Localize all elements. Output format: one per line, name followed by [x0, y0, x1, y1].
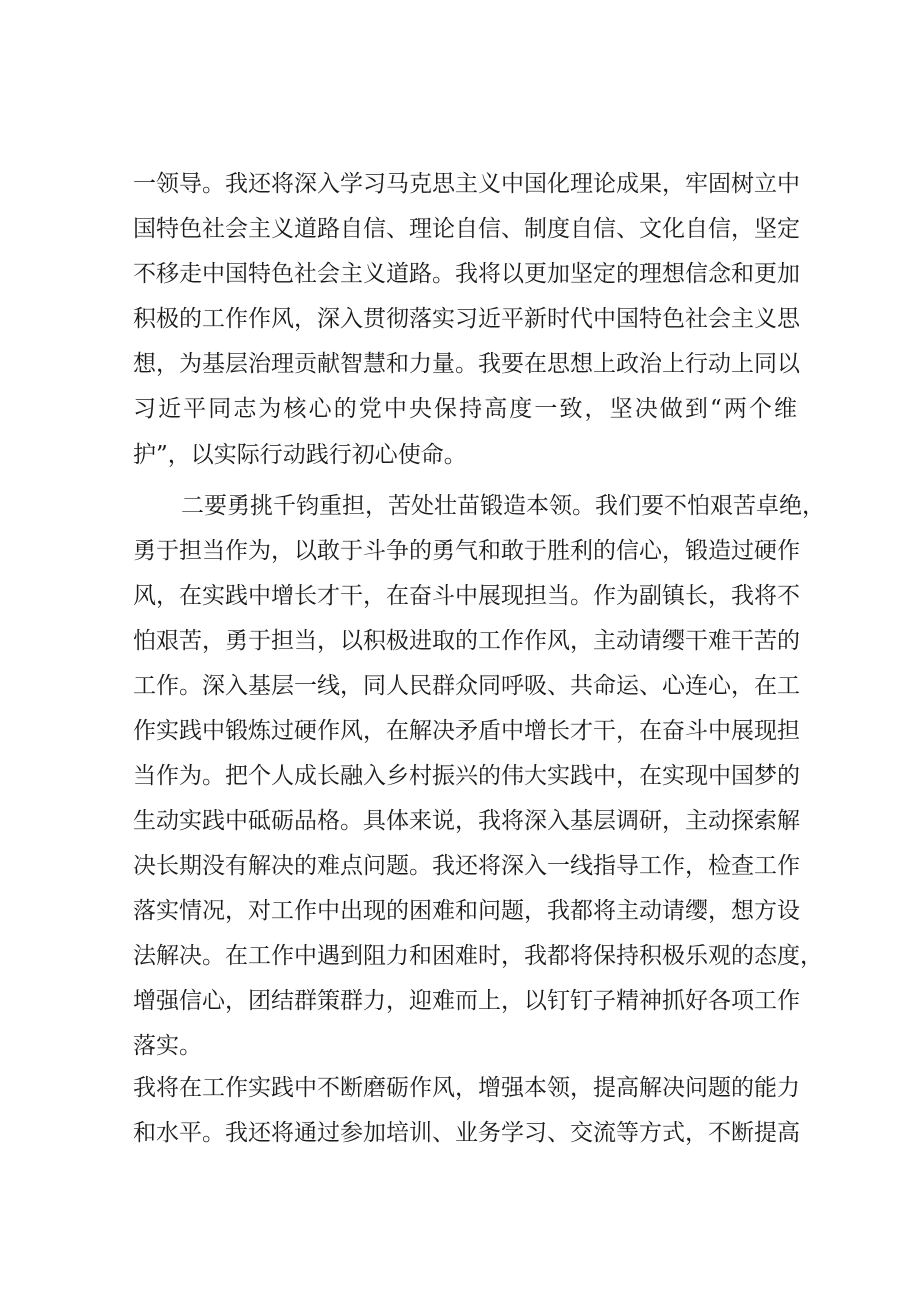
text-line: 积极的工作作风，深入贯彻落实习近平新时代中国特色社会主义思	[133, 306, 800, 332]
paragraph-first-line: 我将在工作实践中不断磨砺作风，增强本领，提高解决问题的能力	[133, 1075, 800, 1101]
paragraph-first-line: 二要勇挑千钧重担，苦处壮苗锻造本领。我们要不怕艰苦卓绝，	[181, 493, 825, 519]
text-line: 国特色社会主义道路自信、理论自信、制度自信、文化自信，坚定	[133, 216, 800, 242]
text-line: 怕艰苦，勇于担当，以积极进取的工作作风，主动请缨干难干苦的	[133, 628, 800, 654]
text-line: 风，在实践中增长才干，在奋斗中展现担当。作为副镇长，我将不	[133, 583, 800, 609]
text-line: 和水平。我还将通过参加培训、业务学习、交流等方式，不断提高	[133, 1120, 800, 1146]
text-line: 想，为基层治理贡献智慧和力量。我要在思想上政治上行动上同以	[133, 351, 800, 377]
text-line: 习近平同志为核心的党中央保持高度一致，坚决做到“两个维	[133, 396, 797, 422]
text-line: 落实情况，对工作中出现的困难和问题，我都将主动请缨，想方设	[133, 898, 800, 924]
text-line: 生动实践中砥砺品格。具体来说，我将深入基层调研，主动探索解	[133, 808, 800, 834]
text-line: 作实践中锻炼过硬作风，在解决矛盾中增长才干，在奋斗中展现担	[133, 718, 800, 744]
text-line: 护”，以实际行动践行初心使命。	[133, 442, 467, 468]
text-line: 决长期没有解决的难点问题。我还将深入一线指导工作，检查工作	[133, 853, 800, 879]
text-line: 落实。	[133, 1033, 202, 1059]
text-line: 勇于担当作为，以敢于斗争的勇气和敢于胜利的信心，锻造过硬作	[133, 538, 800, 564]
text-line: 增强信心，团结群策群力，迎难而上，以钉钉子精神抓好各项工作	[133, 988, 800, 1014]
text-line: 工作。深入基层一线，同人民群众同呼吸、共命运、心连心，在工	[133, 673, 800, 699]
text-line: 不移走中国特色社会主义道路。我将以更加坚定的理想信念和更加	[133, 261, 800, 287]
text-line: 一领导。我还将深入学习马克思主义中国化理论成果，牢固树立中	[133, 171, 800, 197]
text-line: 法解决。在工作中遇到阻力和困难时，我都将保持积极乐观的态度，	[133, 943, 823, 969]
text-line: 当作为。把个人成长融入乡村振兴的伟大实践中，在实现中国梦的	[133, 763, 800, 789]
